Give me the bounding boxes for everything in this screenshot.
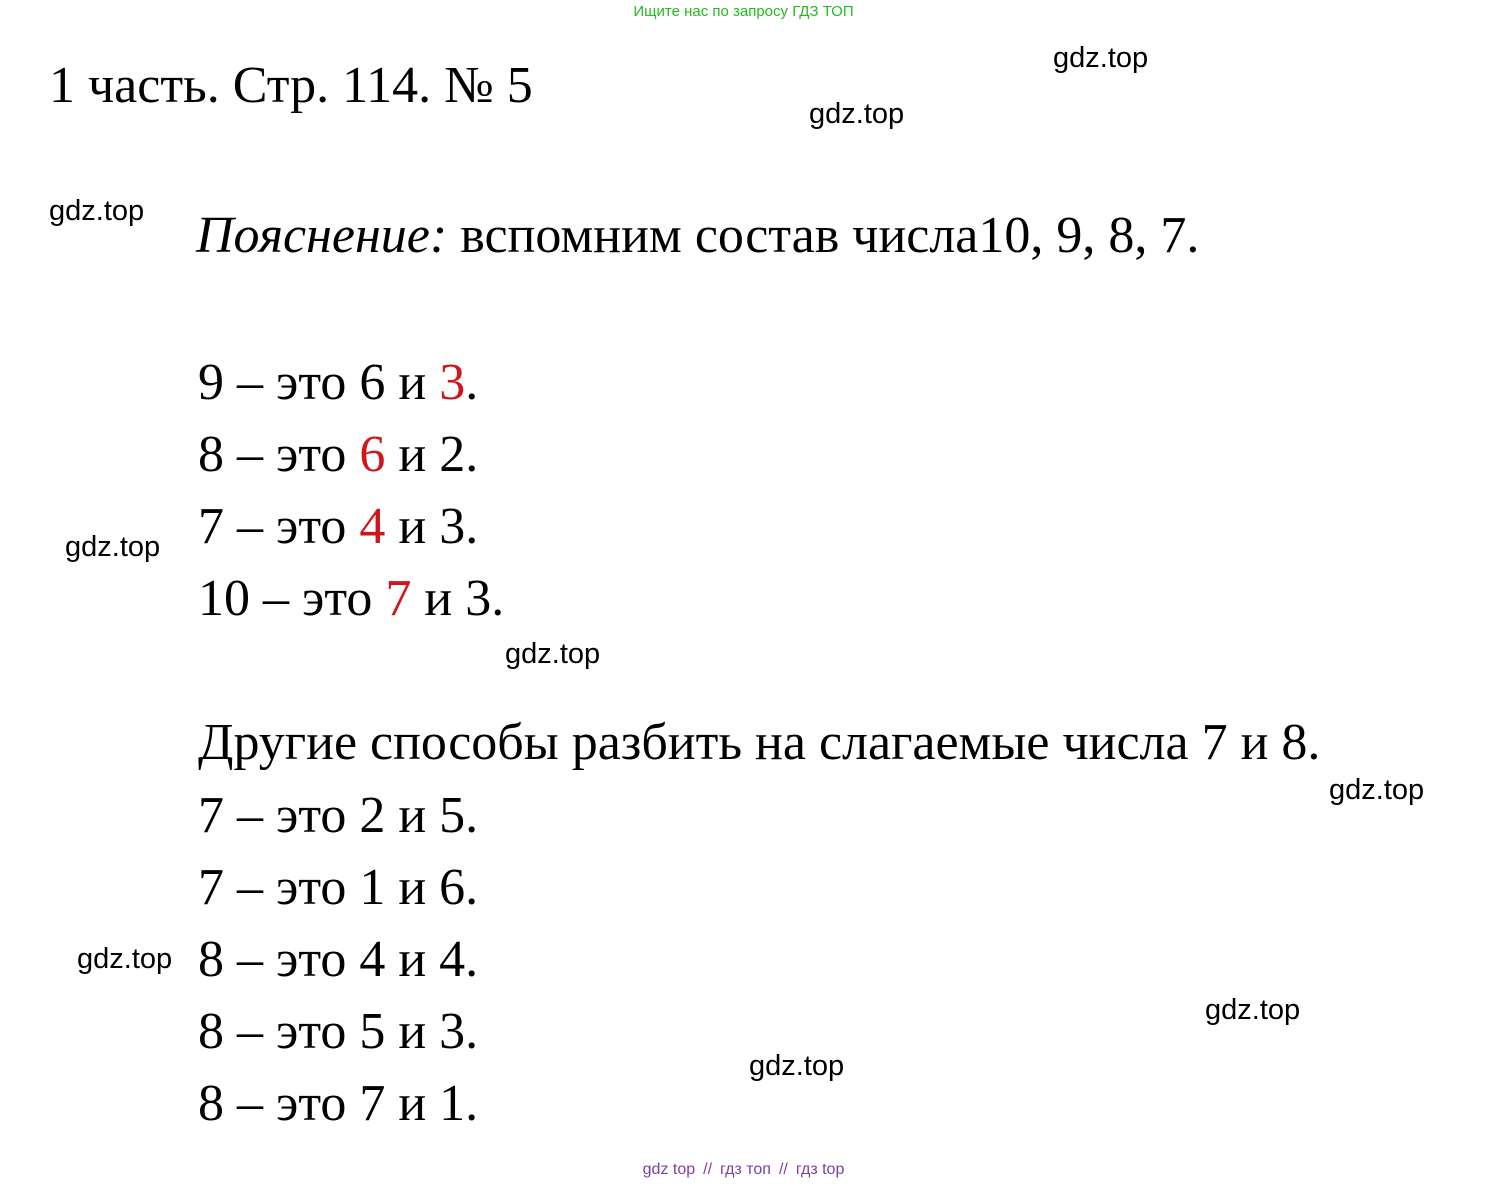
watermark: gdz.top: [1329, 774, 1425, 806]
page-title: 1 часть. Стр. 114. № 5: [49, 57, 533, 114]
top-banner: Ищите нас по запросу ГДЗ ТОП: [633, 3, 854, 20]
composition-row: [198, 570, 505, 627]
watermark: gdz.top: [505, 638, 601, 670]
footer-separator: //: [703, 1161, 713, 1178]
part-b: 3: [465, 570, 492, 627]
other-pair-row: 8 – это 4 и 4.: [198, 931, 479, 988]
other-pair-row: 8 – это 5 и 3.: [198, 1003, 479, 1060]
watermark: gdz.top: [809, 98, 905, 130]
part-b-highlighted: 3: [439, 354, 466, 411]
and-text: и: [385, 498, 440, 555]
and-text: и: [385, 354, 440, 411]
watermark: gdz.top: [77, 943, 173, 975]
composition-row: [198, 498, 479, 555]
watermark: gdz.top: [1053, 42, 1149, 74]
whole-number: 7: [198, 498, 224, 555]
footer: [0, 1161, 1487, 1179]
dash-text: – это: [224, 498, 360, 555]
dash-text: – это: [224, 354, 360, 411]
period: .: [465, 354, 479, 411]
explanation-text: вспомним состав числа10, 9, 8, 7.: [447, 207, 1200, 264]
whole-number: 8: [198, 426, 224, 483]
footer-link[interactable]: gdz top: [642, 1161, 696, 1178]
dash-text: – это: [224, 426, 360, 483]
footer-link[interactable]: гдз top: [795, 1161, 845, 1178]
other-pair-row: 7 – это 2 и 5.: [198, 787, 479, 844]
composition-row: [198, 426, 479, 483]
watermark: gdz.top: [1205, 994, 1301, 1026]
whole-number: 9: [198, 354, 224, 411]
other-ways-heading: Другие способы разбить на слагаемые числа 7 и 8.: [198, 714, 1321, 771]
other-pair-row: 8 – это 7 и 1.: [198, 1075, 479, 1132]
watermark: gdz.top: [49, 195, 145, 227]
composition-row: [198, 354, 479, 411]
watermark: gdz.top: [65, 531, 161, 563]
other-pair-row: 7 – это 1 и 6.: [198, 859, 479, 916]
part-a: 6: [359, 354, 386, 411]
watermark: gdz.top: [749, 1050, 845, 1082]
part-a-highlighted: 6: [359, 426, 386, 483]
footer-link[interactable]: гдз топ: [720, 1161, 771, 1178]
period: .: [491, 570, 505, 627]
part-a-highlighted: 4: [359, 498, 386, 555]
part-b: 3: [439, 498, 466, 555]
and-text: и: [385, 426, 440, 483]
part-b: 2: [439, 426, 466, 483]
footer-separator: //: [778, 1161, 788, 1178]
whole-number: 10: [198, 570, 250, 627]
and-text: и: [411, 570, 466, 627]
period: .: [465, 498, 479, 555]
period: .: [465, 426, 479, 483]
explanation: [196, 207, 1200, 264]
dash-text: – это: [250, 570, 386, 627]
explanation-label: Пояснение:: [196, 207, 448, 264]
part-a-highlighted: 7: [385, 570, 412, 627]
